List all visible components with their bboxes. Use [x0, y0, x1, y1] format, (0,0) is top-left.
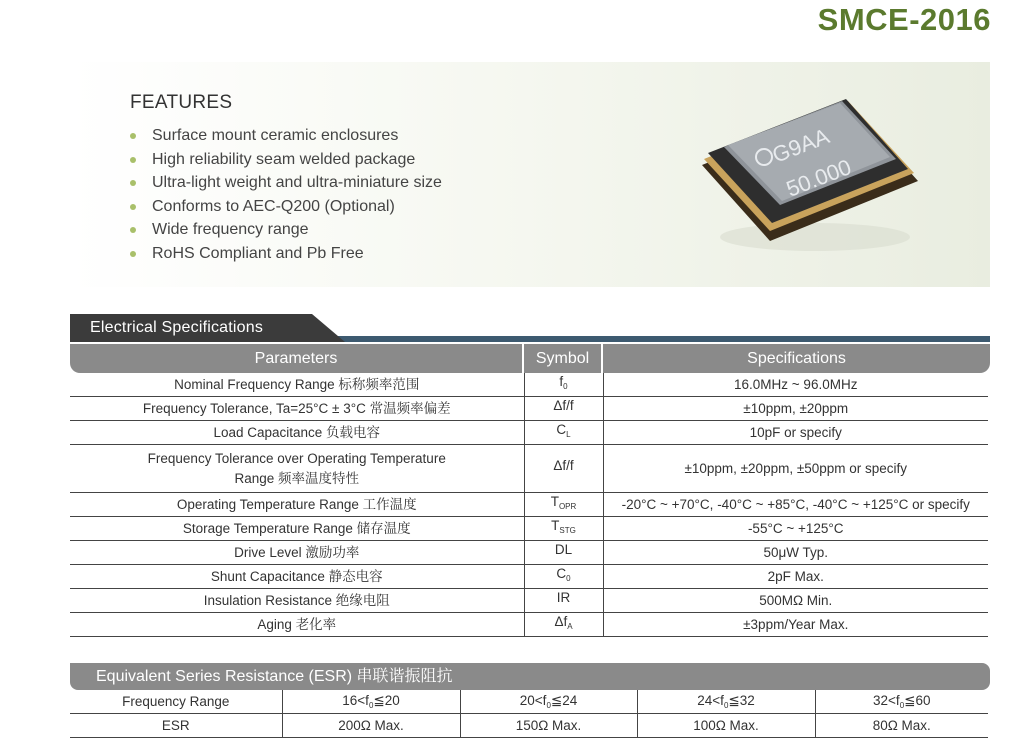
esr-section-title: Equivalent Series Resistance (ESR) 串联谐振阻抗	[96, 668, 453, 685]
feature-item: RoHS Compliant and Pb Free	[130, 242, 442, 266]
symbol-cell: $T_{STG}$	[524, 517, 603, 541]
header-parameters: Parameters	[70, 344, 522, 373]
table-row	[70, 421, 988, 445]
table-row	[70, 445, 988, 493]
table-row	[70, 690, 988, 714]
table-row	[70, 517, 988, 541]
esr-row-label: Frequency Range	[70, 690, 282, 714]
parameter-cell: Shunt Capacitance 静态电容	[70, 565, 524, 589]
table-row	[70, 714, 988, 738]
spec-cell: 50μW Typ.	[603, 541, 988, 565]
esr-table	[70, 690, 988, 738]
features-heading: FEATURES	[130, 92, 233, 113]
parameter-cell: Operating Temperature Range 工作温度	[70, 493, 524, 517]
freq-range-cell: $20<f_0≦24$	[460, 690, 637, 714]
esr-value-cell: 100Ω Max.	[637, 714, 815, 738]
table-row	[70, 493, 988, 517]
header-symbol: Symbol	[524, 344, 601, 373]
electrical-section-bar	[70, 314, 990, 342]
symbol-cell: $C_L$	[524, 421, 603, 445]
freq-range-cell: $24<f_0≦32$	[637, 690, 815, 714]
symbol-cell: Δf/f	[524, 397, 603, 421]
table-row	[70, 613, 988, 637]
parameter-cell: Storage Temperature Range 储存温度	[70, 517, 524, 541]
features-list	[130, 124, 442, 265]
bullet-icon	[130, 227, 136, 233]
feature-item: Surface mount ceramic enclosures	[130, 124, 442, 148]
bullet-icon	[130, 204, 136, 210]
parameter-cell: Drive Level 激励功率	[70, 541, 524, 565]
parameter-cell: Frequency Tolerance, Ta=25°C ± 3°C 常温频率偏差	[70, 397, 524, 421]
symbol-cell: IR	[524, 589, 603, 613]
spec-cell: 16.0MHz ~ 96.0MHz	[603, 373, 988, 397]
table-row	[70, 541, 988, 565]
table-row	[70, 565, 988, 589]
feature-item: High reliability seam welded package	[130, 148, 442, 172]
bullet-icon	[130, 133, 136, 139]
freq-range-cell: $16<f_0≦20$	[282, 690, 460, 714]
esr-value-cell: 200Ω Max.	[282, 714, 460, 738]
feature-item: Wide frequency range	[130, 218, 442, 242]
spec-cell: ±10ppm, ±20ppm	[603, 397, 988, 421]
symbol-cell: Δf/f	[524, 445, 603, 493]
symbol-cell: DL	[524, 541, 603, 565]
esr-value-cell: 150Ω Max.	[460, 714, 637, 738]
spec-cell: -20°C ~ +70°C, -40°C ~ +85°C, -40°C ~ +125°C or specify	[603, 493, 988, 517]
bullet-icon	[130, 180, 136, 186]
parameter-cell: Nominal Frequency Range 标称频率范围	[70, 373, 524, 397]
symbol-cell: $C_0$	[524, 565, 603, 589]
parameter-cell: Aging 老化率	[70, 613, 524, 637]
spec-cell: ±3ppm/Year Max.	[603, 613, 988, 637]
spec-cell: -55°C ~ +125°C	[603, 517, 988, 541]
esr-row-label: ESR	[70, 714, 282, 738]
package-marking-line2: 50.000	[782, 154, 855, 202]
spec-cell: 2pF Max.	[603, 565, 988, 589]
esr-value-cell: 80Ω Max.	[815, 714, 988, 738]
table-row	[70, 589, 988, 613]
electrical-section-title: Electrical Specifications	[90, 319, 264, 336]
spec-cell: 10pF or specify	[603, 421, 988, 445]
features-panel	[70, 62, 990, 287]
freq-range-cell: $32<f_0≦60$	[815, 690, 988, 714]
crystal-package-image	[690, 87, 930, 262]
electrical-spec-table	[70, 373, 988, 637]
header-specifications: Specifications	[603, 344, 990, 373]
table-row	[70, 397, 988, 421]
symbol-cell: $T_{OPR}$	[524, 493, 603, 517]
esr-section-bar	[70, 663, 990, 690]
parameter-cell: Load Capacitance 负载电容	[70, 421, 524, 445]
spec-cell: 500MΩ Min.	[603, 589, 988, 613]
feature-item: Ultra-light weight and ultra-miniature size	[130, 171, 442, 195]
spec-cell: ±10ppm, ±20ppm, ±50ppm or specify	[603, 445, 988, 493]
parameter-cell: Insulation Resistance 绝缘电阻	[70, 589, 524, 613]
bullet-icon	[130, 157, 136, 163]
parameter-cell: Frequency Tolerance over Operating Temperature Range 频率温度特性	[70, 445, 524, 493]
table-row	[70, 373, 988, 397]
page-title: SMCE-2016	[817, 2, 991, 37]
spec-table-header	[70, 344, 990, 373]
feature-item: Conforms to AEC-Q200 (Optional)	[130, 195, 442, 219]
bullet-icon	[130, 251, 136, 257]
symbol-cell: $\Delta f_A$	[524, 613, 603, 637]
package-marking-line1: G9AA	[768, 123, 833, 168]
symbol-cell: $f_0$	[524, 373, 603, 397]
